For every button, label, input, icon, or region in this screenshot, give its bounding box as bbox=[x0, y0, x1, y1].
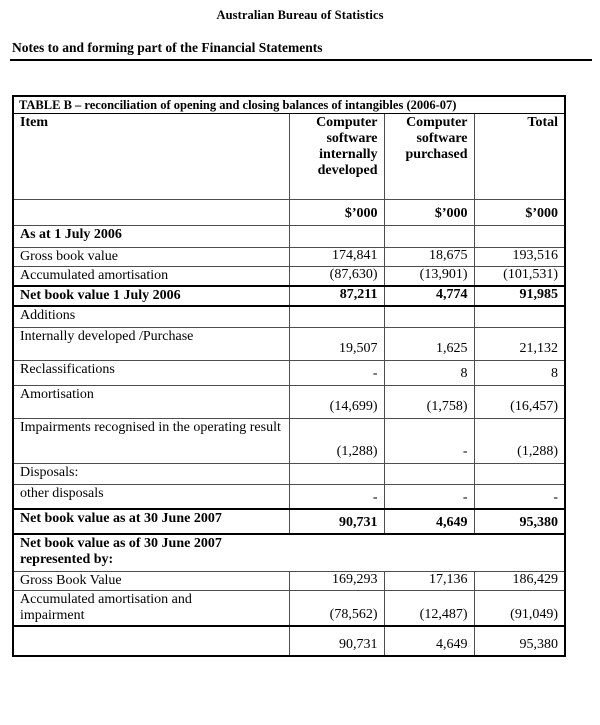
cell-value bbox=[289, 306, 384, 327]
cell-value: 95,380 bbox=[474, 509, 565, 534]
cell-value: 19,507 bbox=[289, 327, 384, 360]
cell-value: - bbox=[474, 484, 565, 509]
cell-value: 4,649 bbox=[384, 509, 474, 534]
table-row bbox=[13, 509, 565, 534]
column-header-item: Item bbox=[13, 113, 289, 199]
cell-value: 90,731 bbox=[289, 509, 384, 534]
document-subtitle: Notes to and forming part of the Financial Statements bbox=[10, 40, 592, 61]
cell-value bbox=[474, 225, 565, 247]
cell-value: 186,429 bbox=[474, 571, 565, 590]
row-label bbox=[13, 418, 289, 463]
cell-value: (91,049) bbox=[474, 590, 565, 626]
row-label bbox=[13, 199, 289, 225]
row-label: other disposals bbox=[13, 484, 289, 509]
row-label: Additions bbox=[13, 306, 289, 327]
table-caption-row bbox=[13, 96, 565, 113]
row-label: Internally developed /Purchase bbox=[13, 327, 289, 360]
row-label: Net book value 1 July 2006 bbox=[13, 286, 289, 306]
cell-value bbox=[289, 463, 384, 484]
table-row bbox=[13, 247, 565, 266]
cell-value bbox=[384, 225, 474, 247]
cell-value bbox=[474, 306, 565, 327]
table-row bbox=[13, 418, 565, 463]
cell-value: 4,774 bbox=[384, 286, 474, 306]
cell-value: - bbox=[384, 418, 474, 463]
cell-value: 4,649 bbox=[384, 626, 474, 656]
table-row bbox=[13, 534, 565, 571]
table-row bbox=[13, 484, 565, 509]
cell-value: 21,132 bbox=[474, 327, 565, 360]
cell-value: 91,985 bbox=[474, 286, 565, 306]
cell-value: - bbox=[289, 360, 384, 385]
cell-value: 95,380 bbox=[474, 626, 565, 656]
table-row bbox=[13, 286, 565, 306]
table-row bbox=[13, 626, 565, 656]
cell-value: (87,630) bbox=[289, 266, 384, 286]
cell-value bbox=[474, 463, 565, 484]
cell-value bbox=[384, 306, 474, 327]
table-row bbox=[13, 225, 565, 247]
table-row bbox=[13, 385, 565, 418]
row-label: Gross book value bbox=[13, 247, 289, 266]
cell-value: (1,288) bbox=[474, 418, 565, 463]
table-row bbox=[13, 360, 565, 385]
cell-value: (78,562) bbox=[289, 590, 384, 626]
cell-value: 1,625 bbox=[384, 327, 474, 360]
cell-value: (1,288) bbox=[289, 418, 384, 463]
row-label: Disposals: bbox=[13, 463, 289, 484]
cell-value bbox=[289, 225, 384, 247]
document-title: Australian Bureau of Statistics bbox=[216, 8, 384, 22]
cell-value: 8 bbox=[474, 360, 565, 385]
cell-value: (16,457) bbox=[474, 385, 565, 418]
row-label bbox=[13, 534, 565, 571]
unit-label: $’000 bbox=[289, 199, 384, 225]
cell-value: (12,487) bbox=[384, 590, 474, 626]
table-row bbox=[13, 571, 565, 590]
row-label: Amortisation bbox=[13, 385, 289, 418]
cell-value: 174,841 bbox=[289, 247, 384, 266]
cell-value: 18,675 bbox=[384, 247, 474, 266]
cell-value bbox=[384, 463, 474, 484]
unit-label: $’000 bbox=[474, 199, 565, 225]
cell-value: 8 bbox=[384, 360, 474, 385]
row-label: Accumulated amortisation bbox=[13, 266, 289, 286]
intangibles-reconciliation-table bbox=[12, 95, 566, 657]
column-header-purchased: Computer software purchased bbox=[384, 113, 474, 199]
row-label: As at 1 July 2006 bbox=[13, 225, 289, 247]
cell-value: (1,758) bbox=[384, 385, 474, 418]
row-label: Net book value as at 30 June 2007 bbox=[13, 509, 289, 534]
table-row bbox=[13, 266, 565, 286]
table-header-row bbox=[13, 113, 565, 199]
row-label bbox=[13, 590, 289, 626]
column-header-internally-developed: Computer software internally developed bbox=[289, 113, 384, 199]
cell-value: 17,136 bbox=[384, 571, 474, 590]
column-header-total: Total bbox=[474, 113, 565, 199]
row-label: Gross Book Value bbox=[13, 571, 289, 590]
row-label-text: Impairments recognised in the operating result bbox=[20, 419, 281, 435]
table-row bbox=[13, 590, 565, 626]
table-caption: TABLE B – reconciliation of opening and closing balances of intangibles (2006-07) bbox=[13, 96, 565, 113]
units-row bbox=[13, 199, 565, 225]
cell-value: - bbox=[289, 484, 384, 509]
cell-value: - bbox=[384, 484, 474, 509]
cell-value: 90,731 bbox=[289, 626, 384, 656]
cell-value: (13,901) bbox=[384, 266, 474, 286]
table-row bbox=[13, 463, 565, 484]
table-row bbox=[13, 306, 565, 327]
row-label: Reclassifications bbox=[13, 360, 289, 385]
row-label-text: Accumulated amortisation and impairment bbox=[20, 591, 192, 624]
cell-value: 193,516 bbox=[474, 247, 565, 266]
cell-value: (101,531) bbox=[474, 266, 565, 286]
cell-value: (14,699) bbox=[289, 385, 384, 418]
table-row bbox=[13, 327, 565, 360]
row-label bbox=[13, 626, 289, 656]
cell-value: 87,211 bbox=[289, 286, 384, 306]
row-label-text: Net book value as of 30 June 2007 represented by: bbox=[20, 536, 222, 568]
cell-value: 169,293 bbox=[289, 571, 384, 590]
unit-label: $’000 bbox=[384, 199, 474, 225]
